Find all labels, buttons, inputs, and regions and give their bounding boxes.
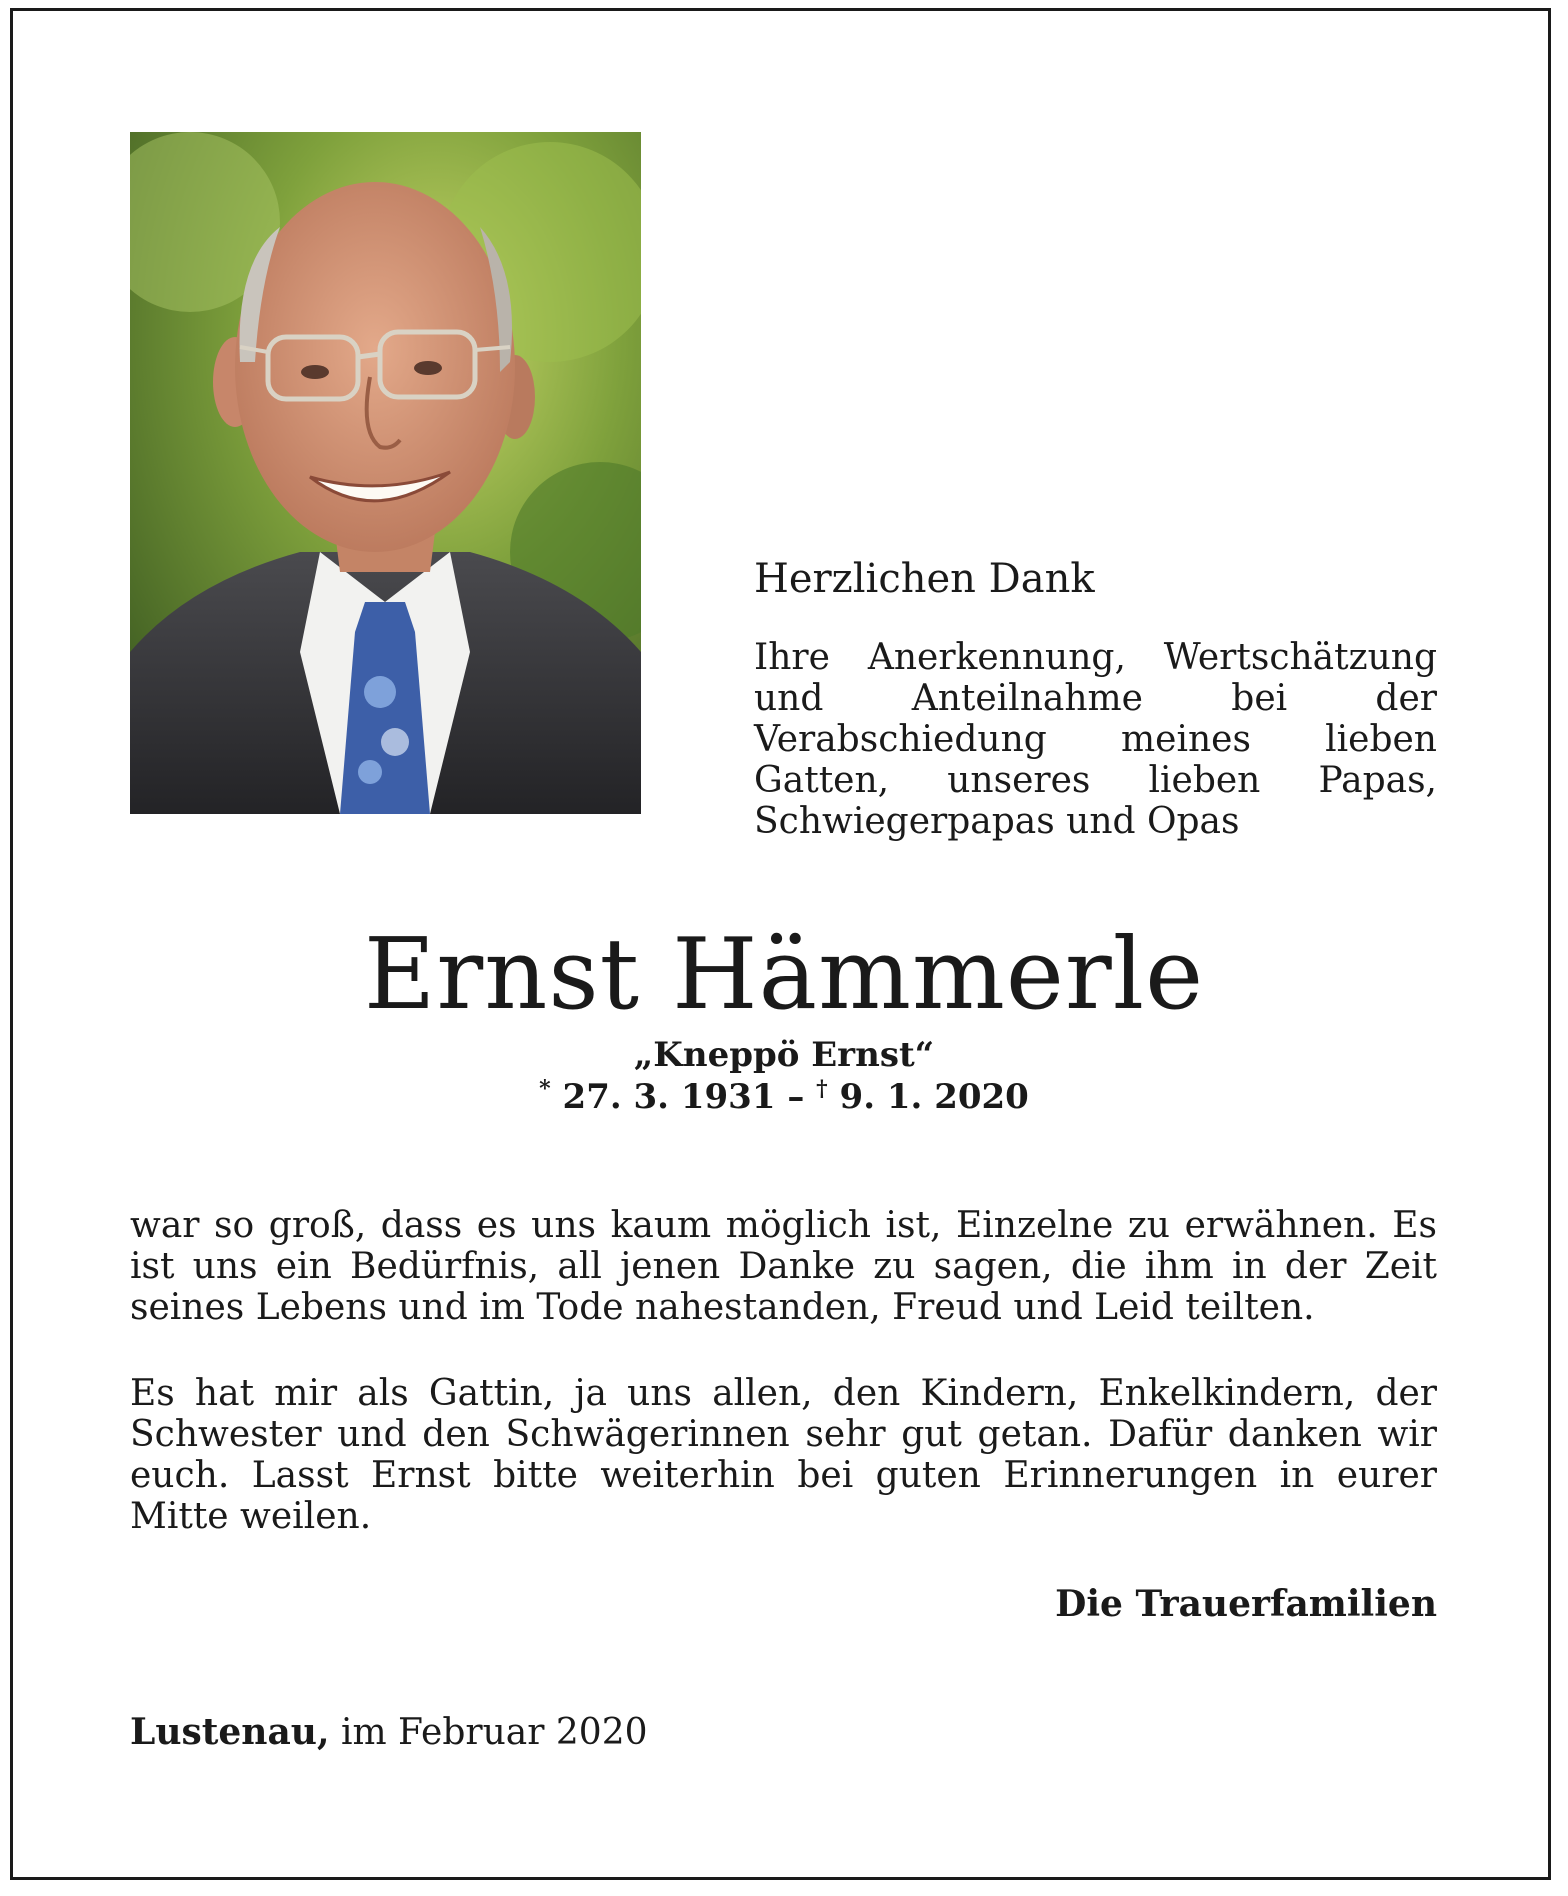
portrait-photo (130, 132, 641, 814)
body-paragraph-2: Es hat mir als Gattin, ja uns allen, den Kindern, Enkelkindern, der Schwester und den Schwägerinnen sehr gut getan. Dafür danken wir euch. Lasst Ernst bitte weiterhin bei guten Erinnerungen in eurer Mitte weilen. (130, 1373, 1437, 1537)
date-separator: – (775, 1077, 817, 1117)
birth-symbol: * (539, 1076, 551, 1102)
birth-date: 27. 3. 1931 (562, 1077, 776, 1117)
death-symbol: † (816, 1076, 828, 1102)
deceased-nickname: „Kneppö Ernst“ (633, 1035, 935, 1075)
signature: Die Trauerfamilien (1055, 1583, 1437, 1625)
portrait-illustration (130, 132, 641, 814)
footer-date: im Februar 2020 (329, 1712, 648, 1753)
intro-section (754, 555, 1437, 842)
footer-place-date (130, 1710, 648, 1755)
intro-text: Ihre Anerkennung, Wertschätzung und Anteilnahme bei der Verabschiedung meines lieben Gatten, unseres lieben Papas, Schwiegerpapas und Opas (754, 637, 1437, 842)
footer-place: Lustenau, (130, 1711, 330, 1753)
life-dates (0, 1076, 1568, 1118)
deceased-name: Ernst Hämmerle (363, 918, 1205, 1032)
body-paragraph-1: war so groß, dass es uns kaum möglich ist, Einzelne zu erwähnen. Es ist uns ein Bedürfnis, all jenen Danke zu sagen, die ihm in der Zeit seines Lebens und im Tode nahestanden, Freud und Leid teilten. (130, 1205, 1437, 1328)
intro-heading: Herzlichen Dank (754, 556, 1095, 602)
death-date: 9. 1. 2020 (839, 1077, 1029, 1117)
